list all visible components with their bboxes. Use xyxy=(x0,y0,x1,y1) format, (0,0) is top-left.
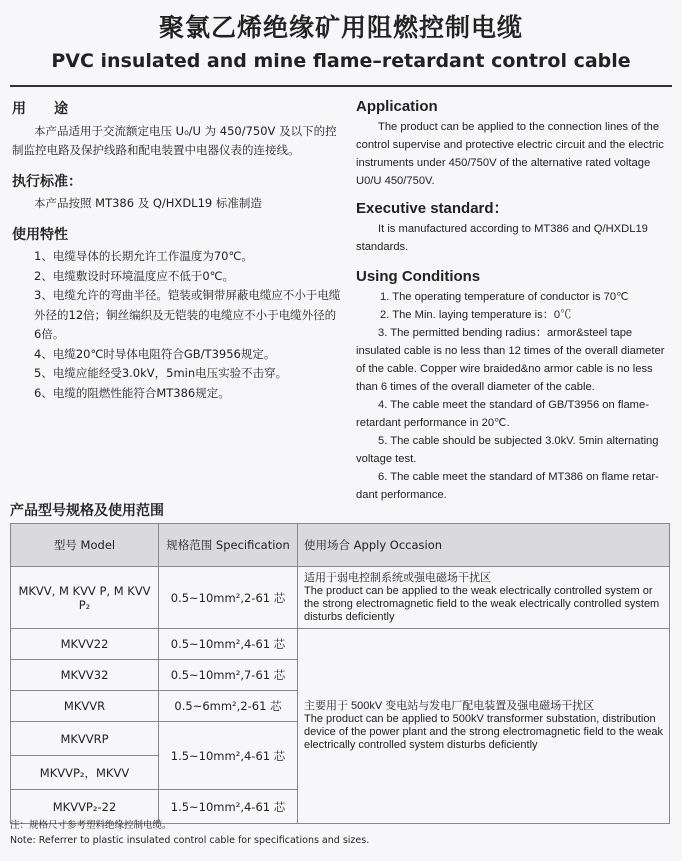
model-cell: MKVVR xyxy=(11,691,159,722)
feature-item: 4、电缆20℃时导体电阻符合GB/T3956规定。 xyxy=(34,346,276,361)
table-title: 产品型号规格及使用范围 xyxy=(10,503,164,519)
spec-cell: 0.5~10mm²,4-61 芯 xyxy=(159,629,298,660)
title-divider xyxy=(10,85,672,87)
feature-item: 5、电缆应能经受3.0kV，5min电压实验不击穿。 xyxy=(34,366,288,380)
model-cell: MKVV22 xyxy=(11,629,159,660)
model-cell: MKVVP₂，MKVV xyxy=(11,756,159,790)
conditions-heading: Using Conditions xyxy=(356,268,481,285)
occasion-cell xyxy=(298,567,670,629)
model-cell: MKVVRP xyxy=(11,722,159,756)
occasion-1-cn: 适用于弱电控制系统或强电磁场干扰区 xyxy=(304,571,491,584)
feature-item: 1、电缆导体的长期允许工作温度为70℃。 xyxy=(34,249,253,263)
usage-heading: 用 途 xyxy=(12,101,68,117)
model-cell: MKVV32 xyxy=(11,660,159,691)
condition-item: 6. The cable meet the standard of MT386 on flame retar- dant performance. xyxy=(356,471,659,501)
feature-item: 3、电缆允许的弯曲半径。铠装或铜带屏蔽电缆应不小于电缆外径的12倍；铜丝编织及无铠装的电缆应不小于电缆外径的6倍。 xyxy=(34,288,341,341)
feature-item: 2、电缆敷设时环境温度应不低于0℃。 xyxy=(34,268,235,283)
table-row xyxy=(11,629,670,660)
table-header-row xyxy=(11,524,670,567)
condition-item: 3. The permitted bending radius：armor&steel tape insulated cable is no less than 12 times of the overall diameter of the cable. Copper wire braided&no armor cable is no less than 6 times of the overall diameter of the cable. xyxy=(356,327,665,393)
footnote xyxy=(10,818,369,848)
header-occasion: 使用场合 Apply Occasion xyxy=(298,524,670,567)
spec-cell: 0.5~6mm²,2-61 芯 xyxy=(159,691,298,722)
spec-cell: 1.5~10mm²,4-61 芯 xyxy=(159,722,298,790)
standard-text-en: It is manufactured according to MT386 and Q/HXDL19 standards. xyxy=(356,223,648,253)
spec-cell: 1.5~10mm²,4-61 芯 xyxy=(159,790,298,824)
header-model: 型号 Model xyxy=(11,524,159,567)
application-heading: Application xyxy=(356,98,438,115)
condition-item: 5. The cable should be subjected 3.0kV. 5min alternating voltage test. xyxy=(356,435,659,465)
occasion-2-cn: 主要用于 500kV 变电站与发电厂配电装置及强电磁场干扰区 xyxy=(304,700,595,712)
spec-cell: 0.5~10mm²,2-61 芯 xyxy=(159,567,298,629)
right-column xyxy=(356,96,671,504)
title-en: PVC insulated and mine flame–retardant control cable xyxy=(51,50,631,72)
spec-cell: 0.5~10mm²,7-61 芯 xyxy=(159,660,298,691)
occasion-cell xyxy=(298,629,670,824)
usage-text: 本产品适用于交流额定电压 U₀/U 为 450/750V 及以下的控制监控电路及保护线路和配电装置中电器仪表的连接线。 xyxy=(12,123,337,157)
condition-item: 2. The Min. laying temperature is：0℃ xyxy=(380,309,572,321)
model-cell: MKVV, M KVV P, M KVV P₂ xyxy=(11,567,159,629)
application-text: The product can be applied to the connection lines of the control supervise and protective electric circuit and the electric instruments under 450/750V of the alternative rated voltage U0/U 450/750V. xyxy=(356,121,664,187)
standard-text-cn: 本产品按照 MT386 及 Q/HXDL19 标准制造 xyxy=(34,196,262,210)
title-cn: 聚氯乙烯绝缘矿用阻燃控制电缆 xyxy=(158,13,523,42)
standard-heading-en: Executive standard： xyxy=(356,200,509,217)
model-cell: MKVVP₂-22 xyxy=(11,790,159,824)
condition-item: 1. The operating temperature of conductor is 70℃ xyxy=(380,291,629,303)
left-column xyxy=(12,96,342,403)
features-heading: 使用特性 xyxy=(12,226,68,243)
occasion-2-en: The product can be applied to 500kV transformer substation, distribution device of the power plant and the strong electromagnetic field to the weak electrically controlled system disturbs deficiently xyxy=(304,713,663,751)
table-row xyxy=(11,567,670,629)
condition-item: 4. The cable meet the standard of GB/T3956 on flame-retardant performance in 20℃. xyxy=(356,399,649,429)
standard-heading-cn: 执行标准： xyxy=(12,173,82,190)
occasion-1-en: The product can be applied to the weak electrically controlled system or the strong electromagnetic field to the weak electrically controlled system disturbs deficiently xyxy=(304,584,660,623)
spec-table xyxy=(10,523,670,824)
feature-item: 6、电缆的阻燃性能符合MT386规定。 xyxy=(34,385,230,400)
header-spec: 规格范围 Specification xyxy=(159,524,298,567)
note-en: Note: Referrer to plastic insulated control cable for specifications and sizes. xyxy=(10,835,370,846)
note-cn: 注：规格尺寸参考塑料绝缘控制电缆。 xyxy=(10,820,172,831)
